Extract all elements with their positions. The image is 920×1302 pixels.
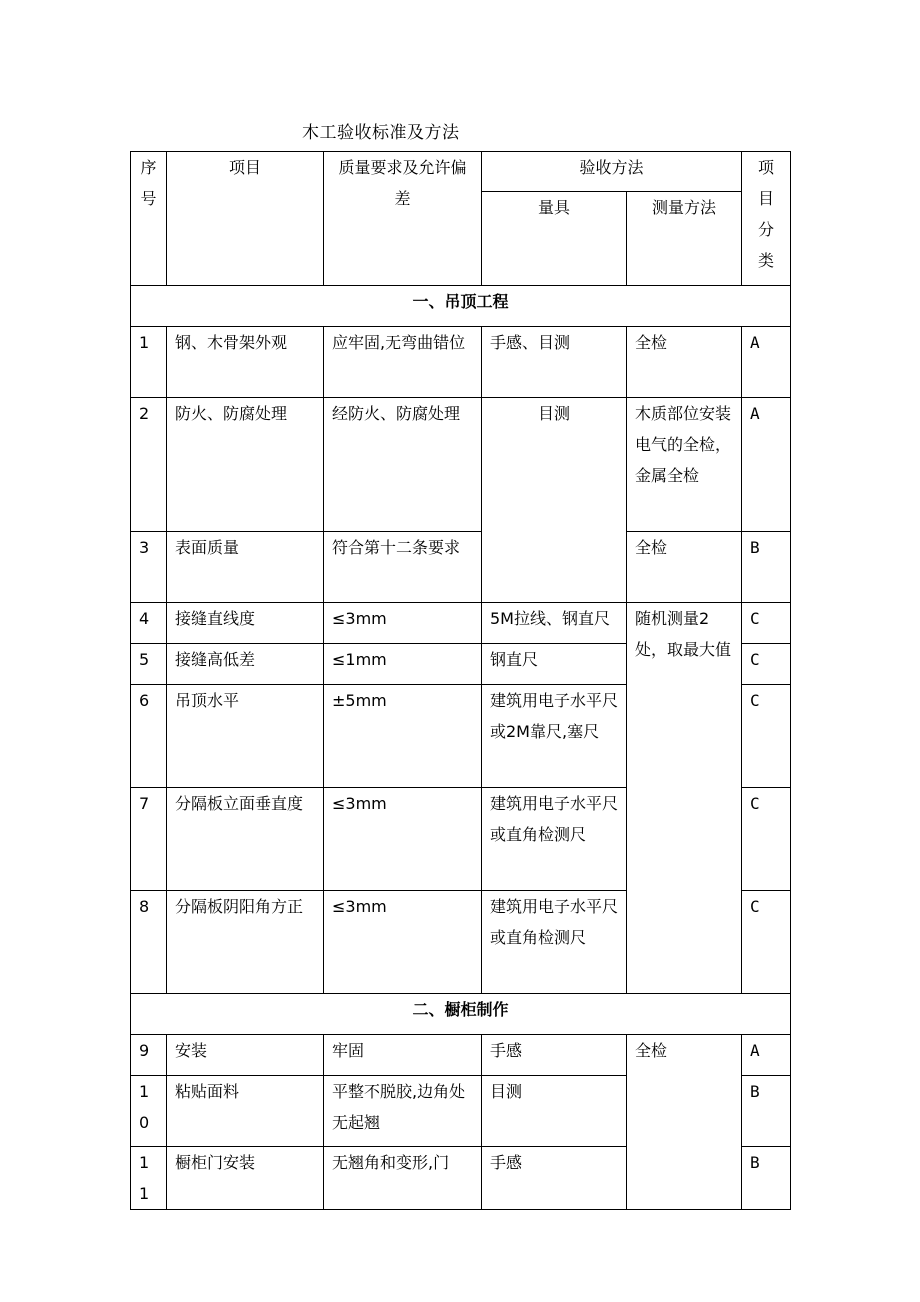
row-quality: ±5mm <box>324 685 482 788</box>
row-number: 11 <box>131 1147 167 1210</box>
row-category: A <box>742 398 791 532</box>
table-row <box>131 398 791 532</box>
row-measure: 随机测量2处，取最大值 <box>627 603 742 994</box>
section-row <box>131 286 791 327</box>
row-tool: 钢直尺 <box>482 644 627 685</box>
row-tool: 5M拉线、钢直尺 <box>482 603 627 644</box>
row-number: 9 <box>131 1035 167 1076</box>
row-measure: 全检 <box>627 1035 742 1210</box>
row-quality: ≤3mm <box>324 891 482 994</box>
row-quality: 应牢固,无弯曲错位 <box>324 327 482 398</box>
row-number: 8 <box>131 891 167 994</box>
row-category: A <box>742 327 791 398</box>
row-tool: 手感、目测 <box>482 327 627 398</box>
row-item: 吊顶水平 <box>167 685 324 788</box>
table-row <box>131 327 791 398</box>
row-quality: 牢固 <box>324 1035 482 1076</box>
row-measure: 全检 <box>627 327 742 398</box>
row-category: C <box>742 891 791 994</box>
row-number: 10 <box>131 1076 167 1147</box>
row-quality: 经防火、防腐处理 <box>324 398 482 532</box>
row-tool: 目测 <box>482 1076 627 1147</box>
row-quality: 符合第十二条要求 <box>324 532 482 603</box>
table-row <box>131 532 791 603</box>
row-tool: 建筑用电子水平尺或直角检测尺 <box>482 788 627 891</box>
row-quality: 平整不脱胶,边角处无起翘 <box>324 1076 482 1147</box>
row-category: C <box>742 644 791 685</box>
header-category: 项目分类 <box>742 152 791 286</box>
header-tool: 量具 <box>482 192 627 286</box>
header-quality: 质量要求及允许偏差 <box>324 152 482 286</box>
row-measure: 全检 <box>627 532 742 603</box>
row-tool: 建筑用电子水平尺或直角检测尺 <box>482 891 627 994</box>
row-number: 7 <box>131 788 167 891</box>
row-category: C <box>742 603 791 644</box>
row-category: C <box>742 788 791 891</box>
header-method-group: 验收方法 <box>482 152 742 192</box>
section-row <box>131 994 791 1035</box>
header-seq: 序号 <box>131 152 167 286</box>
row-quality: ≤3mm <box>324 788 482 891</box>
row-number: 4 <box>131 603 167 644</box>
row-category: B <box>742 1147 791 1210</box>
row-category: C <box>742 685 791 788</box>
table-row <box>131 603 791 644</box>
row-tool: 手感 <box>482 1035 627 1076</box>
row-item: 钢、木骨架外观 <box>167 327 324 398</box>
row-category: B <box>742 1076 791 1147</box>
row-item: 分隔板立面垂直度 <box>167 788 324 891</box>
row-item: 安装 <box>167 1035 324 1076</box>
row-number: 2 <box>131 398 167 532</box>
row-tool: 手感 <box>482 1147 627 1210</box>
row-item: 粘贴面料 <box>167 1076 324 1147</box>
row-number: 6 <box>131 685 167 788</box>
row-measure: 木质部位安装电气的全检，金属全检 <box>627 398 742 532</box>
header-row-top <box>131 152 791 192</box>
header-item: 项目 <box>167 152 324 286</box>
row-tool: 目测 <box>482 398 627 603</box>
row-quality: 无翘角和变形,门 <box>324 1147 482 1210</box>
table-row <box>131 1035 791 1076</box>
row-item: 接缝高低差 <box>167 644 324 685</box>
document-title: 木工验收标准及方法 <box>302 123 460 143</box>
row-tool: 建筑用电子水平尺或2M靠尺,塞尺 <box>482 685 627 788</box>
section-title-cabinet: 二、橱柜制作 <box>131 994 791 1035</box>
row-item: 防火、防腐处理 <box>167 398 324 532</box>
header-measure: 测量方法 <box>627 192 742 286</box>
row-quality: ≤1mm <box>324 644 482 685</box>
section-title-ceiling: 一、吊顶工程 <box>131 286 791 327</box>
row-item: 分隔板阴阳角方正 <box>167 891 324 994</box>
row-category: B <box>742 532 791 603</box>
row-number: 1 <box>131 327 167 398</box>
row-item: 接缝直线度 <box>167 603 324 644</box>
row-item: 橱柜门安装 <box>167 1147 324 1210</box>
row-number: 3 <box>131 532 167 603</box>
acceptance-table <box>130 151 791 1210</box>
row-item: 表面质量 <box>167 532 324 603</box>
row-category: A <box>742 1035 791 1076</box>
row-quality: ≤3mm <box>324 603 482 644</box>
row-number: 5 <box>131 644 167 685</box>
